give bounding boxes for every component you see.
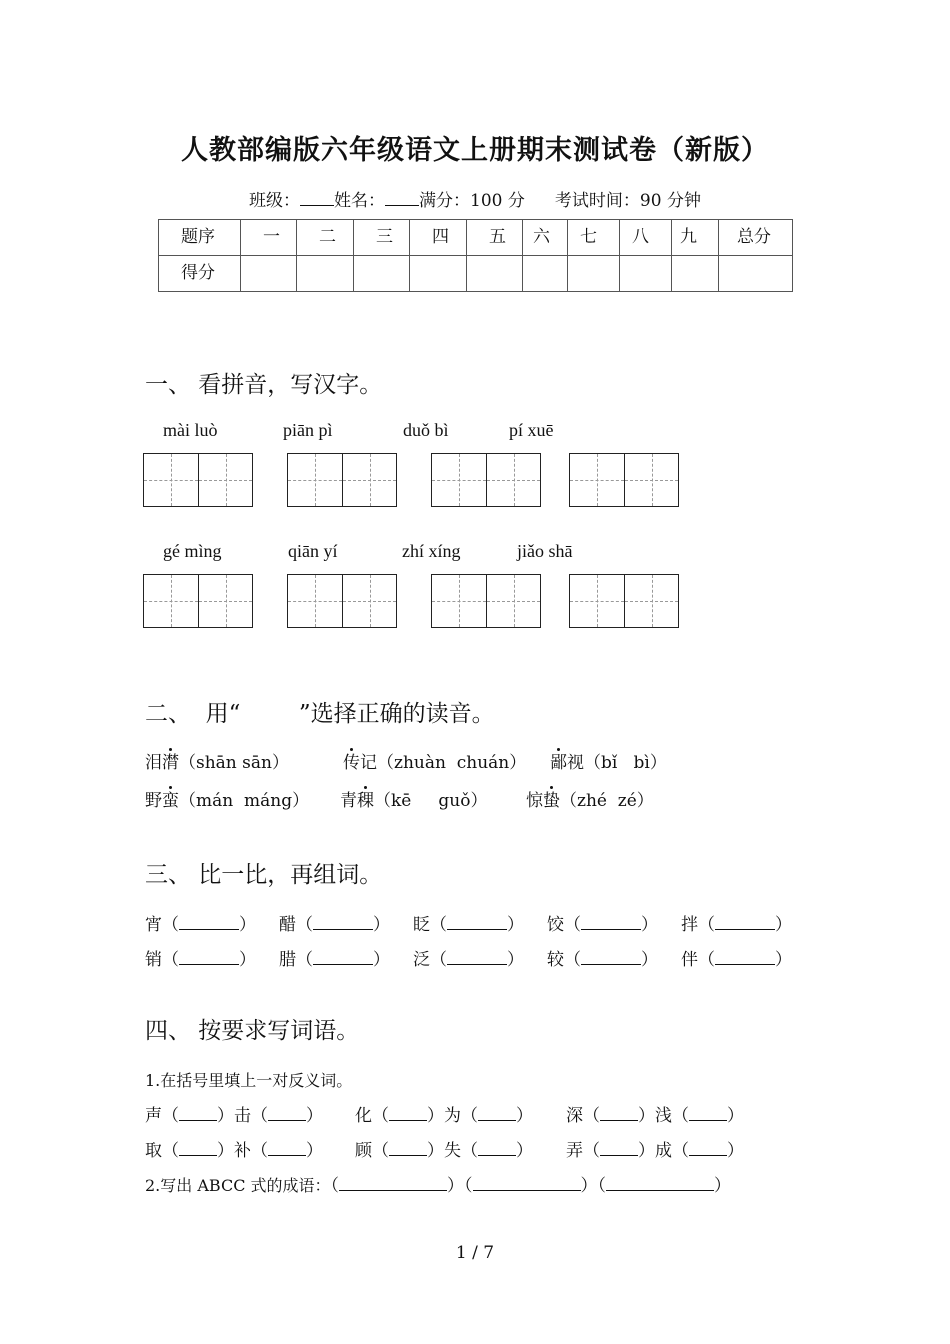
section1-title: 一、 看拼音，写汉字。 (145, 372, 383, 398)
pinyin: duǒ bì (403, 420, 449, 440)
score-header: 七 (568, 220, 620, 256)
class-blank[interactable] (300, 191, 334, 206)
score-cell[interactable] (523, 256, 568, 292)
section4-title: 四、 按要求写词语。 (145, 1018, 360, 1044)
antonym-pair[interactable]: 声（ ）击（ ） (145, 1106, 323, 1126)
exam-info (0, 186, 950, 211)
score-header: 六 (523, 220, 568, 256)
score-cell[interactable] (354, 256, 410, 292)
reading-item[interactable]: 泪潸（shān sān） (145, 753, 289, 773)
section2-title: 二、 用“ ”选择正确的读音。 (145, 701, 495, 727)
compare-item[interactable]: 拌（ ） (681, 915, 792, 935)
question-2: 2.写出 ABCC 式的成语：（ ）（ ）（ ） (145, 1176, 732, 1196)
score-header: 五 (467, 220, 523, 256)
pinyin: qiān yí (288, 541, 338, 561)
score-cell[interactable] (719, 256, 793, 292)
score-header: 三 (354, 220, 410, 256)
compare-item[interactable]: 伴（ ） (681, 950, 792, 970)
score-row (159, 256, 793, 292)
score-header: 八 (620, 220, 672, 256)
score-cell[interactable] (672, 256, 719, 292)
dotted-char: 稞 (357, 791, 374, 811)
pinyin: gé mìng (163, 541, 222, 561)
score-cell[interactable] (241, 256, 297, 292)
dotted-char: 鄙 (550, 753, 567, 773)
antonym-pair[interactable]: 深（ ）浅（ ） (566, 1106, 744, 1126)
writing-box[interactable] (431, 574, 541, 628)
writing-box[interactable] (143, 574, 253, 628)
score-header: 二 (297, 220, 354, 256)
idiom-blank[interactable]: （ ） (330, 1176, 465, 1196)
writing-box[interactable] (287, 574, 397, 628)
idiom-blank[interactable]: （ ） (597, 1176, 732, 1196)
reading-item[interactable]: 野蛮（mán máng） (145, 791, 310, 811)
pinyin: zhí xíng (402, 541, 461, 561)
compare-item[interactable]: 腊（ ） (279, 950, 390, 970)
name-blank[interactable] (385, 191, 419, 206)
full-score: 满分：100 分 (419, 191, 525, 211)
compare-item[interactable]: 泛（ ） (413, 950, 524, 970)
page-title: 人教部编版六年级语文上册期末测试卷（新版） (181, 135, 769, 166)
dotted-char: 蛮 (162, 791, 179, 811)
score-header-row (159, 220, 793, 256)
page-number: 1 / 7 (455, 1243, 495, 1263)
score-cell[interactable] (410, 256, 467, 292)
name-label: 姓名： (334, 191, 386, 211)
dotted-char: 传 (343, 753, 360, 773)
pinyin: pí xuē (509, 420, 554, 440)
score-header: 四 (410, 220, 467, 256)
section3-title: 三、 比一比，再组词。 (145, 862, 383, 888)
compare-item[interactable]: 较（ ） (547, 950, 658, 970)
antonym-pair[interactable]: 取（ ）补（ ） (145, 1141, 323, 1161)
antonym-pair[interactable]: 弄（ ）成（ ） (566, 1141, 744, 1161)
compare-item[interactable]: 眨（ ） (413, 915, 524, 935)
score-header: 九 (672, 220, 719, 256)
score-cell[interactable] (297, 256, 354, 292)
dotted-char: 潸 (162, 753, 179, 773)
reading-item[interactable]: 青稞（kē guǒ） (340, 791, 488, 811)
score-cell[interactable] (568, 256, 620, 292)
compare-item[interactable]: 宵（ ） (145, 915, 256, 935)
writing-box[interactable] (143, 453, 253, 507)
antonym-pair[interactable]: 化（ ）为（ ） (355, 1106, 533, 1126)
question-1: 1.在括号里填上一对反义词。 (145, 1071, 353, 1090)
score-header: 题序 (159, 220, 241, 256)
writing-box[interactable] (569, 574, 679, 628)
reading-item[interactable]: 传记（zhuàn chuán） (343, 753, 527, 773)
compare-item[interactable]: 饺（ ） (547, 915, 658, 935)
compare-item[interactable]: 醋（ ） (279, 915, 390, 935)
score-header: 一 (241, 220, 297, 256)
class-label: 班级： (249, 191, 301, 211)
dotted-char: 蛰 (543, 791, 560, 811)
score-row-label: 得分 (159, 256, 241, 292)
score-cell[interactable] (467, 256, 523, 292)
idiom-blank[interactable]: （ ） (464, 1176, 598, 1196)
pinyin: jiǎo shā (517, 541, 573, 561)
score-header: 总分 (719, 220, 793, 256)
pinyin: piān pì (283, 420, 333, 440)
reading-item[interactable]: 惊蛰（zhé zé） (526, 791, 654, 811)
score-table (158, 219, 793, 292)
reading-item[interactable]: 鄙视（bǐ bì） (550, 753, 667, 773)
antonym-pair[interactable]: 顾（ ）失（ ） (355, 1141, 533, 1161)
writing-box[interactable] (287, 453, 397, 507)
score-cell[interactable] (620, 256, 672, 292)
pinyin: mài luò (163, 420, 218, 440)
writing-box[interactable] (431, 453, 541, 507)
exam-time: 考试时间：90 分钟 (554, 191, 701, 211)
writing-box[interactable] (569, 453, 679, 507)
compare-item[interactable]: 销（ ） (145, 950, 256, 970)
